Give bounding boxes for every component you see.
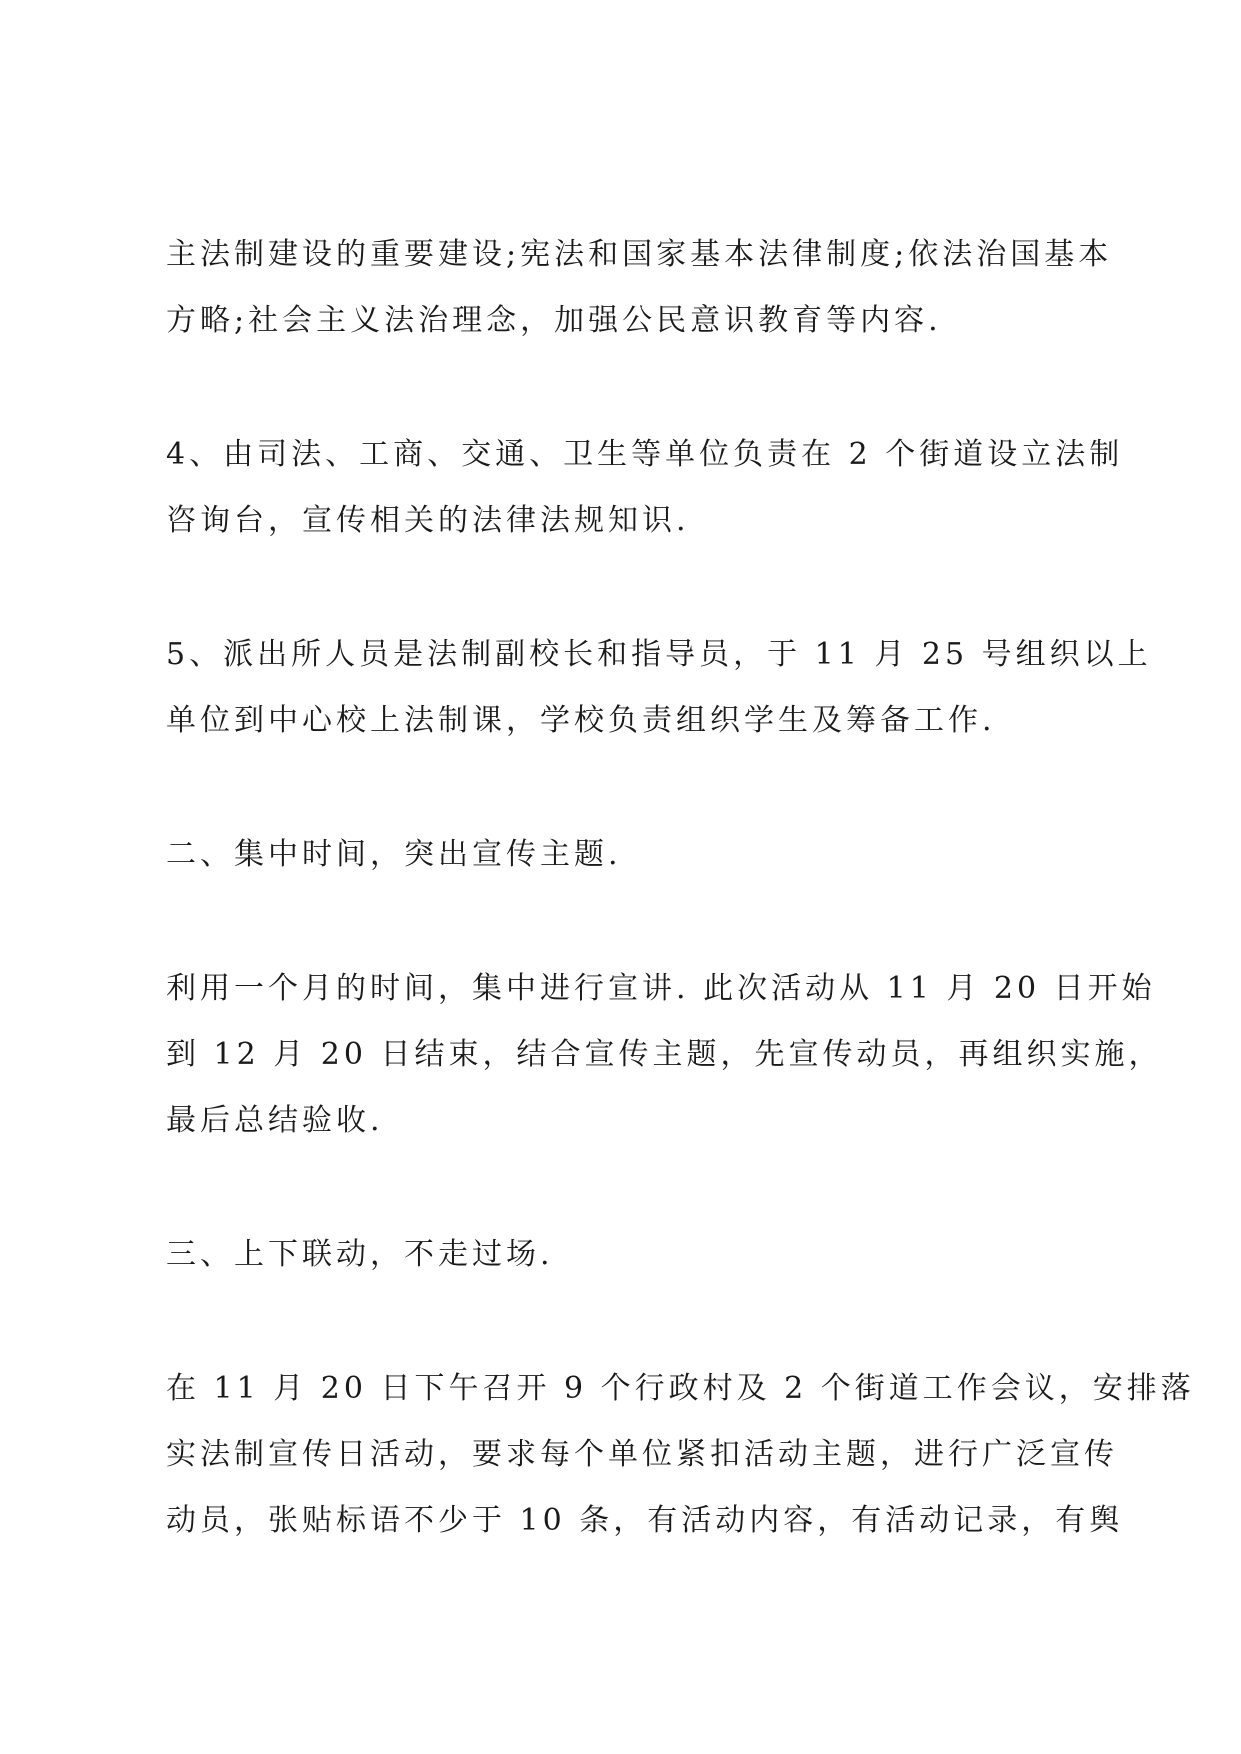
text-line: 方略;社会主义法治理念，加强公民意识教育等内容.: [166, 303, 942, 338]
paragraph-meeting: [166, 1356, 1195, 1554]
paragraph-legal-content-continued: [166, 222, 1113, 354]
text-line: 利用一个月的时间，集中进行宣讲. 此次活动从 11 月 20 日开始: [166, 971, 1156, 1006]
paragraph-spacer: [166, 354, 1106, 422]
document-body: [166, 222, 1195, 1554]
text-line: 实法制宣传日活动，要求每个单位紧扣活动主题，进行广泛宣传: [166, 1437, 1118, 1472]
text-line: 单位到中心校上法制课，学校负责组织学生及筹备工作.: [166, 703, 996, 738]
text-line: 4、由司法、工商、交通、卫生等单位负责在 2 个街道设立法制: [166, 437, 1124, 472]
section-heading-3: [166, 1222, 1106, 1288]
paragraph-spacer: [166, 1154, 1106, 1222]
paragraph-spacer: [166, 1288, 1106, 1356]
paragraph-item-4: [166, 422, 1124, 554]
text-line: 最后总结验收.: [166, 1103, 384, 1138]
text-line: 咨询台，宣传相关的法律法规知识.: [166, 503, 690, 538]
text-line: 在 11 月 20 日下午召开 9 个行政村及 2 个街道工作会议，安排落: [166, 1371, 1195, 1406]
paragraph-spacer: [166, 888, 1106, 956]
paragraph-schedule: [166, 956, 1163, 1154]
paragraph-item-5: [166, 622, 1152, 754]
text-line: 到 12 月 20 日结束，结合宣传主题，先宣传动员，再组织实施，: [166, 1037, 1163, 1072]
paragraph-spacer: [166, 754, 1106, 822]
heading-line: 二、集中时间，突出宣传主题.: [166, 837, 622, 872]
text-line: 5、派出所人员是法制副校长和指导员，于 11 月 25 号组织以上: [166, 637, 1152, 672]
paragraph-spacer: [166, 554, 1106, 622]
text-line: 动员，张贴标语不少于 10 条，有活动内容，有活动记录，有舆: [166, 1503, 1124, 1538]
heading-line: 三、上下联动，不走过场.: [166, 1237, 554, 1272]
section-heading-2: [166, 822, 1106, 888]
text-line: 主法制建设的重要建设;宪法和国家基本法律制度;依法治国基本: [166, 237, 1113, 272]
